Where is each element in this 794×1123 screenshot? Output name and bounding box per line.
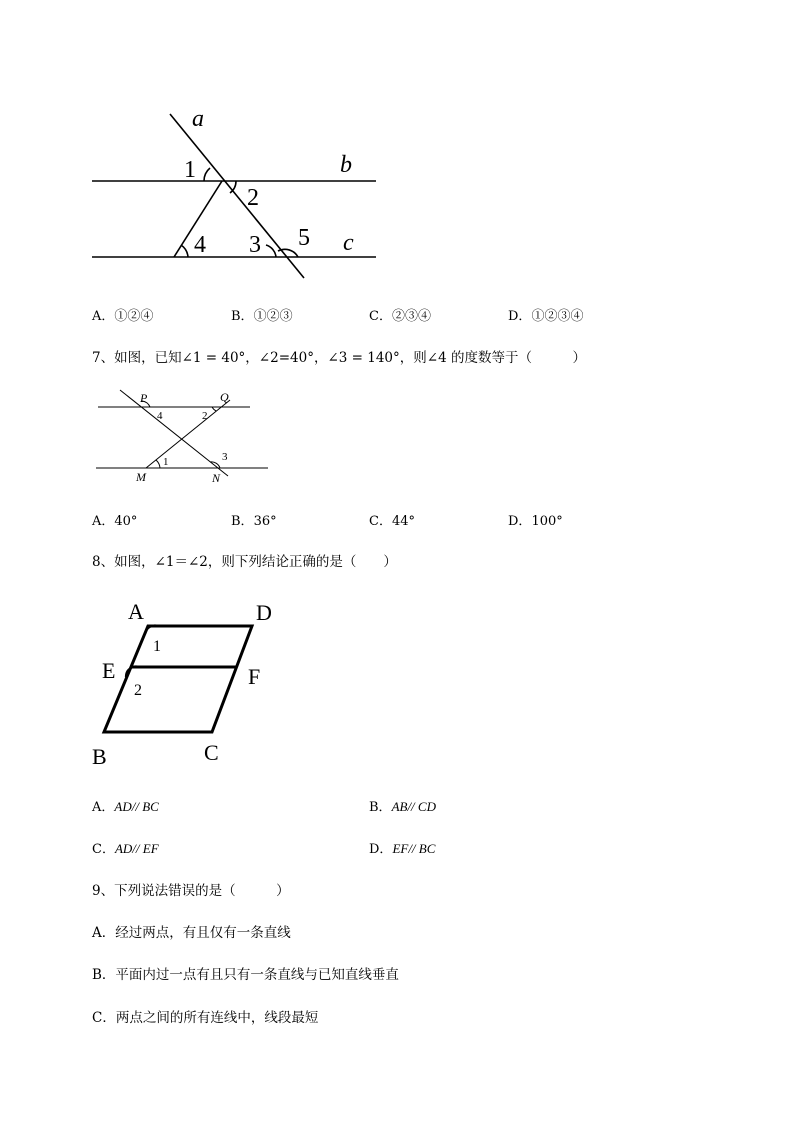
label-a: a <box>192 106 204 132</box>
figure-q8-parallelogram <box>86 592 286 776</box>
label-angle-2: 2 <box>202 410 208 422</box>
figure-parallel-lines-abc <box>80 100 400 290</box>
option-text: 两点之间的所有连线中，线段最短 <box>115 1010 319 1026</box>
label-angle-4: 4 <box>194 232 206 258</box>
label-E: E <box>102 658 116 683</box>
option-letter: A． <box>92 309 115 324</box>
option-letter: B． <box>231 514 254 529</box>
q8-option-c <box>92 838 159 857</box>
parallelogram-abcd <box>104 626 252 732</box>
option-text: 经过两点，有且仅有一条直线 <box>115 925 291 941</box>
line-pn <box>120 390 228 476</box>
label-angle-4: 4 <box>157 410 163 422</box>
q8-option-a <box>92 796 159 815</box>
q8-option-b <box>369 796 436 815</box>
figure-q7 <box>90 384 280 488</box>
option-text: ①②③ <box>253 309 293 324</box>
q7-option-c <box>369 510 415 529</box>
label-F: F <box>248 664 261 689</box>
option-text: 40° <box>114 514 138 529</box>
option-text: 100° <box>531 514 563 529</box>
option-text: 平面内过一点有且只有一条直线与已知直线垂直 <box>115 967 399 983</box>
option-text: AD// BC <box>114 799 159 814</box>
option-text: AB// CD <box>391 799 436 814</box>
label-B: B <box>92 744 107 769</box>
option-letter: C． <box>92 1010 116 1026</box>
option-text: 36° <box>253 514 277 529</box>
label-D: D <box>256 600 272 625</box>
q6-option-c <box>369 305 431 324</box>
q9-option-c <box>92 1006 318 1026</box>
label-m: M <box>136 470 146 484</box>
option-letter: A． <box>92 800 115 815</box>
option-letter: C． <box>92 842 115 857</box>
arc-angle-3 <box>266 245 276 257</box>
option-letter: D． <box>508 309 532 324</box>
arc-angle-1 <box>156 460 160 468</box>
label-n: N <box>212 471 221 485</box>
option-text: ①②③④ <box>531 309 584 324</box>
option-letter: D． <box>369 842 393 857</box>
q6-option-b <box>231 305 293 324</box>
option-letter: B． <box>369 800 392 815</box>
option-text: ①②④ <box>114 309 154 324</box>
q9-stem: 9、下列说法错误的是（ ） <box>92 883 290 899</box>
q9-option-b <box>92 963 399 983</box>
label-p: P <box>140 391 148 405</box>
label-angle-2: 2 <box>134 682 142 699</box>
arc-angle-5 <box>278 249 298 257</box>
q7-option-b <box>231 510 277 529</box>
option-text: 44° <box>391 514 415 529</box>
option-letter: A． <box>92 925 116 941</box>
q6-option-d <box>508 305 583 324</box>
q7-option-a <box>92 510 137 529</box>
option-letter: C． <box>369 514 392 529</box>
q7-stem: 7、如图，已知∠1 = 40°，∠2=40°，∠3 = 140°，则∠4 的度数等于（ ） <box>92 350 586 366</box>
label-angle-1: 1 <box>184 157 196 183</box>
q8-stem: 8、如图，∠1＝∠2，则下列结论正确的是（ ） <box>92 554 397 570</box>
option-text: ②③④ <box>391 309 431 324</box>
q9-option-a <box>92 921 291 941</box>
label-A: A <box>128 599 144 624</box>
label-angle-1: 1 <box>163 456 169 468</box>
arc-angle-2 <box>212 407 216 411</box>
arc-angle-2 <box>230 181 236 193</box>
label-angle-2: 2 <box>247 185 259 211</box>
label-C: C <box>204 740 219 765</box>
label-b: b <box>340 152 352 178</box>
option-text: AD// EF <box>114 841 159 856</box>
q7-option-d <box>508 510 563 529</box>
label-angle-1: 1 <box>153 638 161 655</box>
arc-angle-4 <box>181 245 188 257</box>
label-angle-3: 3 <box>249 232 261 258</box>
q6-option-a <box>92 305 153 324</box>
label-c: c <box>343 230 354 256</box>
arc-angle-1 <box>204 168 210 181</box>
option-letter: A． <box>92 514 115 529</box>
q8-option-d <box>369 838 435 857</box>
option-text: EF// BC <box>392 841 436 856</box>
line-a <box>170 114 304 278</box>
option-letter: D． <box>508 514 532 529</box>
option-letter: B． <box>231 309 254 324</box>
label-angle-5: 5 <box>298 225 310 251</box>
option-letter: C． <box>369 309 392 324</box>
label-angle-3: 3 <box>222 451 228 463</box>
option-letter: B． <box>92 967 116 983</box>
label-q: Q <box>220 390 229 404</box>
